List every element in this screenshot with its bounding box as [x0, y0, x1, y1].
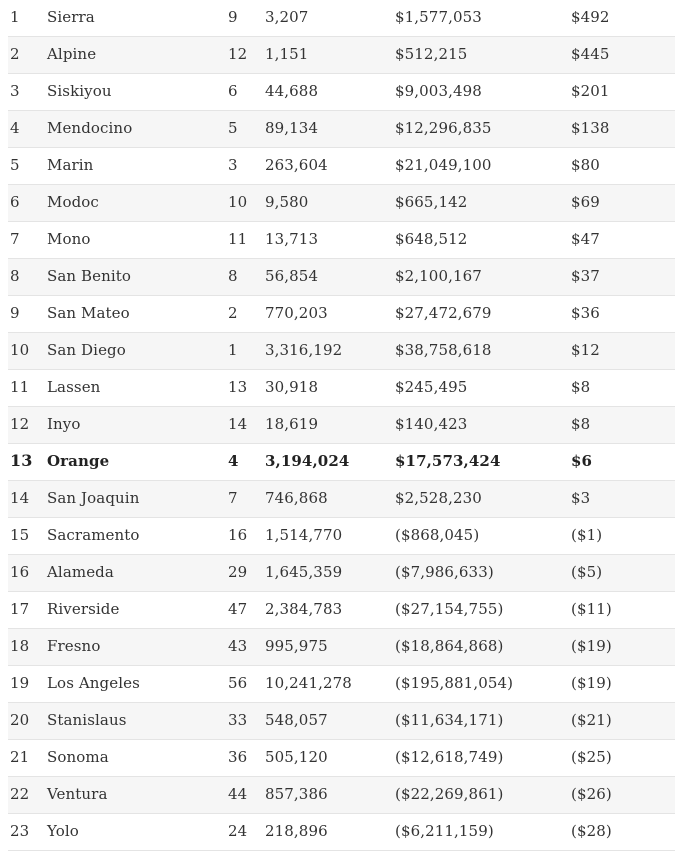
per-capita-cell: $8 — [571, 415, 591, 433]
table-row — [8, 0, 675, 37]
table-row — [8, 666, 675, 703]
county-cell: Inyo — [47, 415, 81, 433]
per-capita-cell: $6 — [571, 452, 593, 470]
rank-cell: 15 — [10, 526, 30, 544]
population-cell: 18,619 — [265, 415, 319, 433]
per-capita-cell: $445 — [571, 45, 610, 63]
population-cell: 9,580 — [265, 193, 309, 211]
county-cell: San Mateo — [47, 304, 130, 322]
table-row — [8, 518, 675, 555]
net-amount-cell: ($7,986,633) — [395, 563, 494, 581]
table-row — [8, 555, 675, 592]
table-row — [8, 37, 675, 74]
table-row — [8, 777, 675, 814]
population-cell: 89,134 — [265, 119, 319, 137]
net-amount-cell: ($11,634,171) — [395, 711, 504, 729]
population-cell: 10,241,278 — [265, 674, 352, 692]
number-cell: 29 — [228, 563, 248, 581]
number-cell: 33 — [228, 711, 248, 729]
per-capita-cell: $80 — [571, 156, 600, 174]
county-cell: Siskiyou — [47, 82, 112, 100]
county-ranking-table — [8, 0, 675, 851]
highlighted-table-row — [8, 444, 675, 481]
net-amount-cell: $1,577,053 — [395, 8, 482, 26]
population-cell: 2,384,783 — [265, 600, 343, 618]
net-amount-cell: $21,049,100 — [395, 156, 492, 174]
table-row — [8, 74, 675, 111]
population-cell: 44,688 — [265, 82, 319, 100]
rank-cell: 19 — [10, 674, 30, 692]
county-cell: Alameda — [47, 563, 114, 581]
table-row — [8, 740, 675, 777]
net-amount-cell: ($22,269,861) — [395, 785, 504, 803]
table-row — [8, 296, 675, 333]
county-cell: Los Angeles — [47, 674, 140, 692]
county-cell: Fresno — [47, 637, 101, 655]
per-capita-cell: ($25) — [571, 748, 612, 766]
county-cell: Modoc — [47, 193, 99, 211]
table-row — [8, 111, 675, 148]
county-cell: Sierra — [47, 8, 95, 26]
population-cell: 995,975 — [265, 637, 328, 655]
population-cell: 218,896 — [265, 822, 328, 840]
population-cell: 3,194,024 — [265, 452, 350, 470]
per-capita-cell: $69 — [571, 193, 600, 211]
table-row — [8, 814, 675, 851]
number-cell: 8 — [228, 267, 238, 285]
net-amount-cell: ($12,618,749) — [395, 748, 504, 766]
rank-cell: 21 — [10, 748, 30, 766]
table-row — [8, 333, 675, 370]
net-amount-cell: ($868,045) — [395, 526, 480, 544]
rank-cell: 6 — [10, 193, 20, 211]
per-capita-cell: $12 — [571, 341, 600, 359]
table-row — [8, 148, 675, 185]
county-cell: Sacramento — [47, 526, 140, 544]
net-amount-cell: $17,573,424 — [395, 452, 501, 470]
rank-cell: 14 — [10, 489, 30, 507]
per-capita-cell: ($19) — [571, 637, 612, 655]
population-cell: 746,868 — [265, 489, 328, 507]
population-cell: 1,151 — [265, 45, 309, 63]
rank-cell: 2 — [10, 45, 20, 63]
rank-cell: 20 — [10, 711, 30, 729]
number-cell: 44 — [228, 785, 248, 803]
rank-cell: 10 — [10, 341, 30, 359]
per-capita-cell: $492 — [571, 8, 610, 26]
population-cell: 770,203 — [265, 304, 328, 322]
net-amount-cell: $2,100,167 — [395, 267, 482, 285]
county-cell: San Joaquin — [47, 489, 140, 507]
table-row — [8, 370, 675, 407]
per-capita-cell: ($11) — [571, 600, 612, 618]
number-cell: 6 — [228, 82, 238, 100]
population-cell: 1,645,359 — [265, 563, 343, 581]
number-cell: 13 — [228, 378, 248, 396]
per-capita-cell: $138 — [571, 119, 610, 137]
number-cell: 24 — [228, 822, 248, 840]
net-amount-cell: $27,472,679 — [395, 304, 492, 322]
per-capita-cell: ($5) — [571, 563, 603, 581]
county-cell: San Benito — [47, 267, 132, 285]
per-capita-cell: ($19) — [571, 674, 612, 692]
county-cell: San Diego — [47, 341, 126, 359]
number-cell: 11 — [228, 230, 248, 248]
net-amount-cell: $648,512 — [395, 230, 468, 248]
county-cell: Riverside — [47, 600, 120, 618]
county-cell: Lassen — [47, 378, 101, 396]
rank-cell: 3 — [10, 82, 20, 100]
rank-cell: 22 — [10, 785, 30, 803]
number-cell: 36 — [228, 748, 248, 766]
per-capita-cell: $201 — [571, 82, 610, 100]
table-row — [8, 703, 675, 740]
table-row — [8, 407, 675, 444]
number-cell: 43 — [228, 637, 248, 655]
number-cell: 56 — [228, 674, 248, 692]
rank-cell: 7 — [10, 230, 20, 248]
per-capita-cell: $3 — [571, 489, 591, 507]
per-capita-cell: ($26) — [571, 785, 612, 803]
county-cell: Orange — [47, 452, 110, 470]
rank-cell: 8 — [10, 267, 20, 285]
population-cell: 263,604 — [265, 156, 328, 174]
population-cell: 857,386 — [265, 785, 328, 803]
net-amount-cell: ($27,154,755) — [395, 600, 504, 618]
population-cell: 3,207 — [265, 8, 309, 26]
number-cell: 14 — [228, 415, 248, 433]
number-cell: 12 — [228, 45, 248, 63]
county-cell: Marin — [47, 156, 94, 174]
county-cell: Stanislaus — [47, 711, 127, 729]
net-amount-cell: ($195,881,054) — [395, 674, 514, 692]
population-cell: 505,120 — [265, 748, 328, 766]
number-cell: 47 — [228, 600, 248, 618]
per-capita-cell: $8 — [571, 378, 591, 396]
per-capita-cell: ($28) — [571, 822, 612, 840]
population-cell: 30,918 — [265, 378, 319, 396]
rank-cell: 17 — [10, 600, 30, 618]
population-cell: 548,057 — [265, 711, 328, 729]
per-capita-cell: $37 — [571, 267, 600, 285]
rank-cell: 4 — [10, 119, 20, 137]
net-amount-cell: $665,142 — [395, 193, 468, 211]
per-capita-cell: ($21) — [571, 711, 612, 729]
per-capita-cell: $47 — [571, 230, 600, 248]
net-amount-cell: $245,495 — [395, 378, 468, 396]
county-cell: Ventura — [47, 785, 108, 803]
county-cell: Mendocino — [47, 119, 133, 137]
rank-cell: 16 — [10, 563, 30, 581]
net-amount-cell: $38,758,618 — [395, 341, 492, 359]
number-cell: 3 — [228, 156, 238, 174]
net-amount-cell: $9,003,498 — [395, 82, 482, 100]
population-cell: 1,514,770 — [265, 526, 343, 544]
number-cell: 9 — [228, 8, 238, 26]
table-row — [8, 185, 675, 222]
rank-cell: 11 — [10, 378, 30, 396]
net-amount-cell: ($6,211,159) — [395, 822, 494, 840]
rank-cell: 18 — [10, 637, 30, 655]
number-cell: 16 — [228, 526, 248, 544]
net-amount-cell: $140,423 — [395, 415, 468, 433]
county-cell: Alpine — [47, 45, 97, 63]
rank-cell: 13 — [10, 451, 33, 470]
table-row — [8, 592, 675, 629]
rank-cell: 9 — [10, 304, 20, 322]
county-cell: Mono — [47, 230, 91, 248]
table-row — [8, 259, 675, 296]
population-cell: 56,854 — [265, 267, 319, 285]
number-cell: 2 — [228, 304, 238, 322]
number-cell: 7 — [228, 489, 238, 507]
per-capita-cell: $36 — [571, 304, 600, 322]
net-amount-cell: $2,528,230 — [395, 489, 482, 507]
net-amount-cell: $512,215 — [395, 45, 468, 63]
net-amount-cell: $12,296,835 — [395, 119, 492, 137]
table-row — [8, 222, 675, 259]
county-cell: Sonoma — [47, 748, 109, 766]
rank-cell: 1 — [10, 8, 20, 26]
number-cell: 10 — [228, 193, 248, 211]
rank-cell: 23 — [10, 822, 30, 840]
population-cell: 13,713 — [265, 230, 319, 248]
number-cell: 5 — [228, 119, 238, 137]
table-row — [8, 629, 675, 666]
number-cell: 4 — [228, 452, 239, 470]
net-amount-cell: ($18,864,868) — [395, 637, 504, 655]
county-cell: Yolo — [47, 822, 79, 840]
per-capita-cell: ($1) — [571, 526, 603, 544]
rank-cell: 5 — [10, 156, 20, 174]
rank-cell: 12 — [10, 415, 30, 433]
table-row — [8, 481, 675, 518]
number-cell: 1 — [228, 341, 238, 359]
population-cell: 3,316,192 — [265, 341, 343, 359]
